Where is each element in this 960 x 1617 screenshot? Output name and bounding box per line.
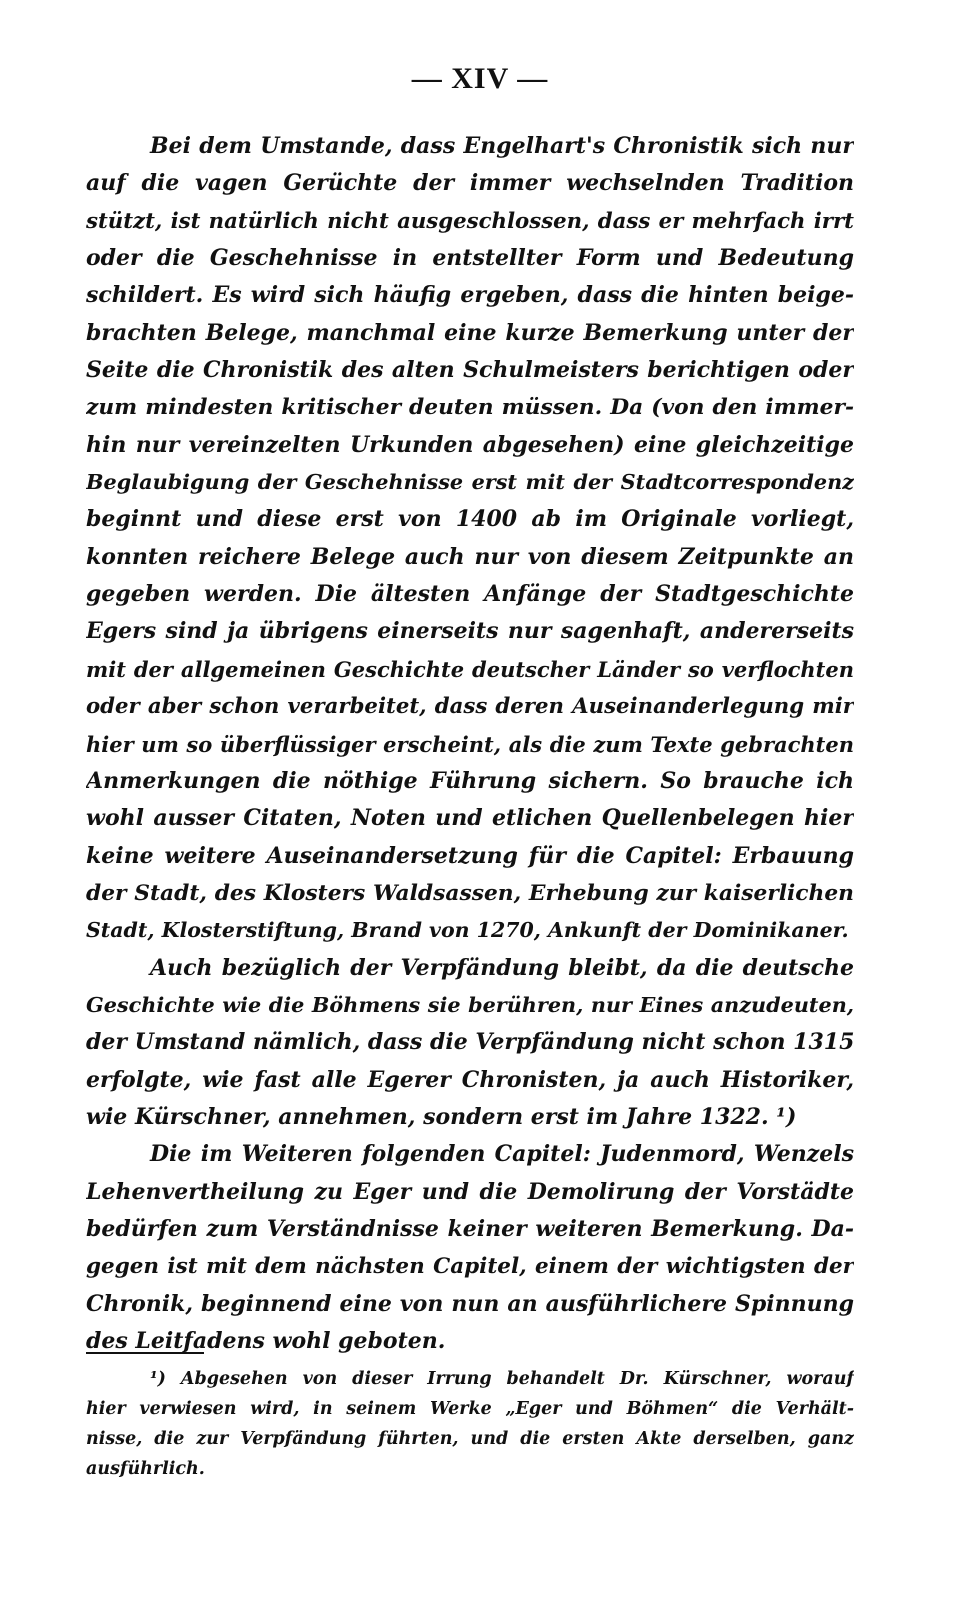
text-line: Die im Weiteren folgenden Capitel: Judenmord, Wenzels: [150, 1141, 854, 1168]
text-line: Anmerkungen die nöthige Führung sichern. So brauche ich: [86, 767, 854, 794]
text-line: des Leitfadens wohl geboten.: [86, 1328, 446, 1354]
body-text: [86, 128, 854, 1360]
text-line: beginnt und diese erst von 1400 ab im Originale vorliegt,: [86, 506, 854, 533]
text-line: Chronik, beginnend eine von nun an ausführlichere Spinnung: [86, 1290, 854, 1317]
text-line: wie Kürschner, annehmen, sondern erst im Jahre 1322. ¹): [86, 1103, 797, 1130]
text-line: auf die vagen Gerüchte der immer wechselnden Tradition: [86, 170, 854, 197]
text-line: bedürfen zum Verständnisse keiner weiteren Bemerkung. Da-: [86, 1215, 854, 1242]
footnote-line: hier verwiesen wird, in seinem Werke „Eger und Böhmen“ die Verhält-: [86, 1399, 854, 1419]
page-number: — XIV —: [411, 62, 549, 95]
text-line: Seite die Chronistik des alten Schulmeisters berichtigen oder: [86, 357, 854, 384]
text-line: gegeben werden. Die ältesten Anfänge der Stadtgeschichte: [86, 581, 854, 608]
text-line: zum mindesten kritischer deuten müssen. Da (von den immer-: [86, 395, 854, 421]
text-line: stützt, ist natürlich nicht ausgeschlossen, dass er mehrfach irrt: [86, 208, 854, 234]
text-line: brachten Belege, manchmal eine kurze Bemerkung unter der: [86, 319, 854, 346]
text-line: Geschichte wie die Böhmens sie berühren, nur Eines anzudeuten,: [86, 992, 854, 1017]
text-line: Lehenvertheilung zu Eger und die Demolirung der Vorstädte: [86, 1178, 854, 1205]
text-line: Egers sind ja übrigens einerseits nur sagenhaft, andererseits: [86, 618, 854, 645]
footnote: [86, 1364, 854, 1484]
text-line: oder die Geschehnisse in entstellter Form und Bedeutung: [86, 245, 854, 272]
text-line: keine weitere Auseinandersetzung für die Capitel: Erbauung: [86, 842, 854, 869]
text-line: mit der allgemeinen Geschichte deutscher Länder so verflochten: [86, 656, 854, 682]
text-line: Beglaubigung der Geschehnisse erst mit der Stadtcorrespondenz: [86, 470, 854, 495]
text-line: der Stadt, des Klosters Waldsassen, Erhebung zur kaiserlichen: [86, 880, 854, 906]
text-line: Stadt, Klosterstiftung, Brand von 1270, Ankunft der Dominikaner.: [86, 918, 849, 943]
footnote-line: nisse, die zur Verpfändung führten, und die ersten Akte derselben, ganz: [86, 1429, 854, 1449]
text-line: Bei dem Umstande, dass Engelhart's Chronistik sich nur: [150, 133, 854, 159]
text-line: Auch bezüglich der Verpfändung bleibt, da die deutsche: [150, 954, 854, 981]
text-line: hier um so überflüssiger erscheint, als die zum Texte gebrachten: [86, 731, 854, 757]
text-line: konnten reichere Belege auch nur von diesem Zeitpunkte an: [86, 543, 854, 570]
footnote-line: ausführlich.: [86, 1459, 205, 1479]
text-line: hin nur vereinzelten Urkunden abgesehen) eine gleichzeitige: [86, 431, 854, 458]
footnote-divider: [86, 1352, 204, 1354]
text-line: oder aber schon verarbeitet, dass deren Auseinanderlegung mir: [86, 694, 854, 720]
text-line: wohl ausser Citaten, Noten und etlichen Quellenbelegen hier: [86, 805, 854, 832]
text-line: erfolgte, wie fast alle Egerer Chronisten, ja auch Historiker,: [86, 1066, 854, 1093]
footnote-line: ¹) Abgesehen von dieser Irrung behandelt Dr. Kürschner, worauf: [150, 1369, 854, 1389]
text-line: schildert. Es wird sich häufig ergeben, dass die hinten beige-: [86, 282, 854, 309]
text-line: der Umstand nämlich, dass die Verpfändung nicht schon 1315: [86, 1029, 854, 1056]
text-line: gegen ist mit dem nächsten Capitel, einem der wichtigsten der: [86, 1254, 854, 1280]
